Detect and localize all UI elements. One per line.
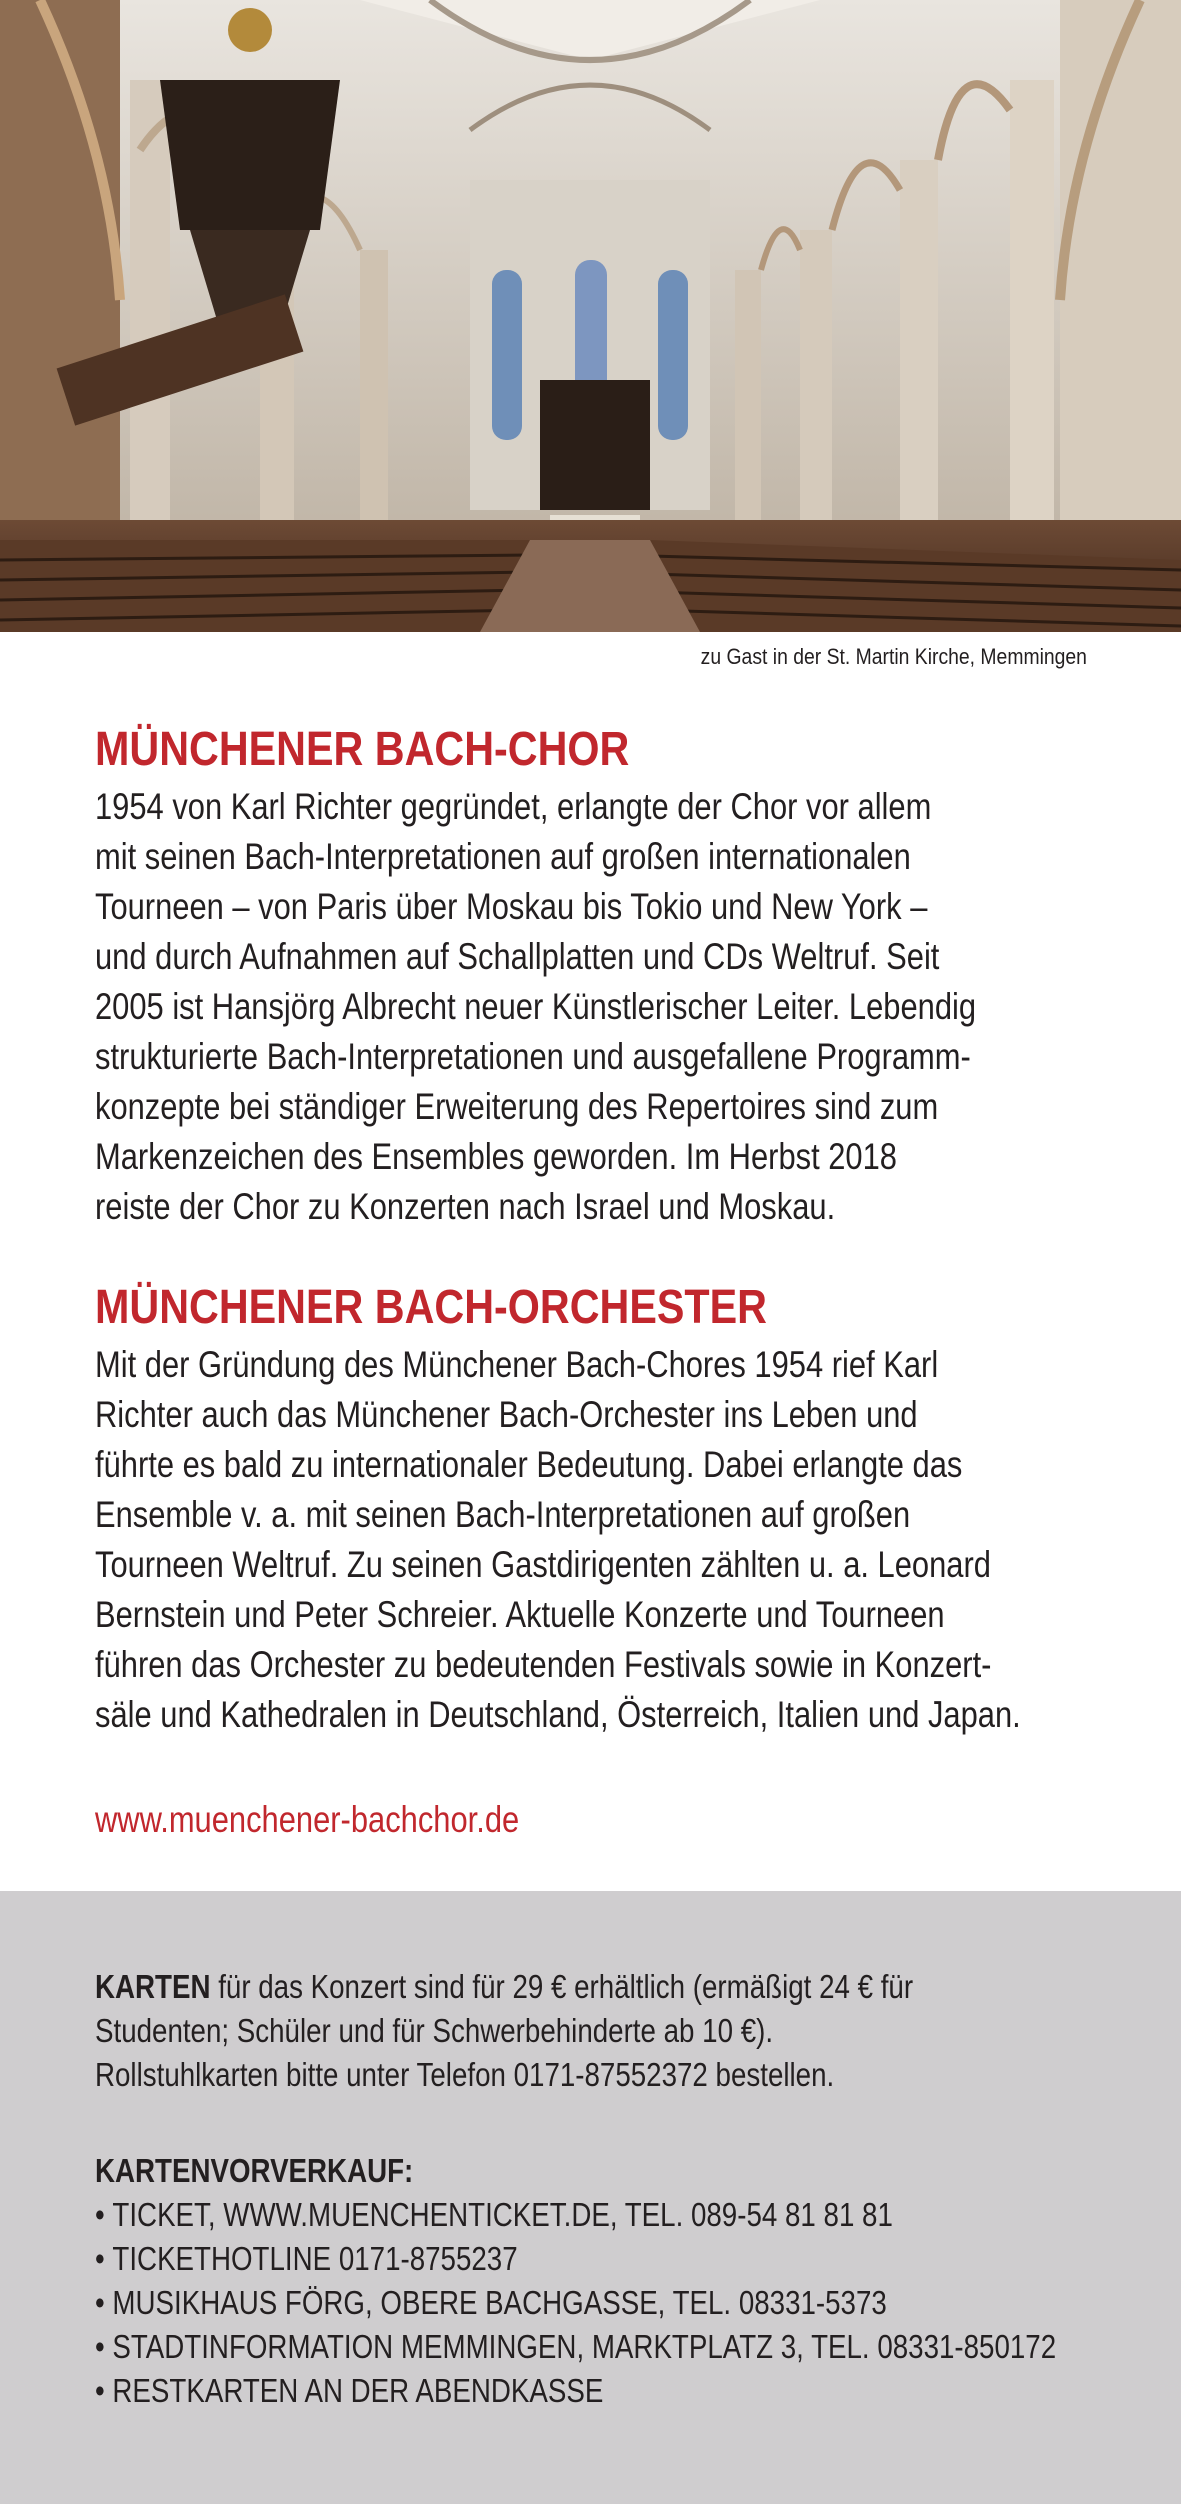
church-interior-icon [0,0,1181,632]
choir-line: reiste der Chor zu Konzerten nach Israel und Moskau. [95,1186,836,1227]
choir-line: Tourneen – von Paris über Moskau bis Tokio und New York – [95,886,928,927]
orchestra-line: säle und Kathedralen in Deutschland, Österreich, Italien und Japan. [95,1694,1021,1735]
orchestra-line: Mit der Gründung des Münchener Bach-Chores 1954 rief Karl [95,1344,939,1385]
orchestra-line: führen das Orchester zu bedeutenden Festivals sowie in Konzert- [95,1644,992,1685]
presale-item: • RESTKARTEN AN DER ABENDKASSE [95,2369,603,2413]
ticket-price-line [95,1965,913,2009]
ticket-info-panel [0,1891,1181,2504]
wheelchair-ticket-line: Rollstuhlkarten bitte unter Telefon 0171-87552372 bestellen. [95,2056,835,2093]
ticket-price-text: für das Konzert sind für 29 € erhältlich (ermäßigt 24 € für [210,1968,914,2005]
choir-line: strukturierte Bach-Interpretationen und ausgefallene Programm- [95,1036,971,1077]
presale-item: • TICKETHOTLINE 0171-8755237 [95,2237,518,2281]
choir-line: und durch Aufnahmen auf Schallplatten und CDs Weltruf. Seit [95,936,940,977]
presale-item: • STADTINFORMATION MEMMINGEN, MARKTPLATZ 3, TEL. 08331-850172 [95,2325,1056,2369]
church-interior-photo [0,0,1181,632]
choir-line: 2005 ist Hansjörg Albrecht neuer Künstlerischer Leiter. Lebendig [95,986,977,1027]
ticket-discount-line: Studenten; Schüler und für Schwerbehinderte ab 10 €). [95,2012,774,2049]
website-link[interactable]: www.muenchener-bachchor.de [95,1799,520,1840]
orchestra-description [95,1340,1095,1740]
choir-line: Markenzeichen des Ensembles geworden. Im Herbst 2018 [95,1136,897,1177]
choir-line: 1954 von Karl Richter gegründet, erlangte der Chor vor allem [95,786,932,827]
orchestra-line: Richter auch das Münchener Bach-Orchester ins Leben und [95,1394,918,1435]
orchestra-line: Bernstein und Peter Schreier. Aktuelle Konzerte und Tourneen [95,1594,945,1635]
orchestra-line: führte es bald zu internationaler Bedeutung. Dabei erlangte das [95,1444,963,1485]
orchestra-heading: MÜNCHENER BACH-ORCHESTER [95,1281,767,1334]
presale-item: • TICKET, WWW.MUENCHENTICKET.DE, TEL. 089-54 81 81 81 [95,2193,893,2237]
orchestra-line: Ensemble v. a. mit seinen Bach-Interpretationen auf großen [95,1494,911,1535]
presale-item: • MUSIKHAUS FÖRG, OBERE BACHGASSE, TEL. 08331-5373 [95,2281,887,2325]
photo-caption: zu Gast in der St. Martin Kirche, Memmingen [700,644,1087,669]
orchestra-section [95,1280,1095,1740]
choir-heading: MÜNCHENER BACH-CHOR [95,723,630,776]
orchestra-line: Tourneen Weltruf. Zu seinen Gastdirigenten zählten u. a. Leonard [95,1544,991,1585]
presale-heading: KARTENVORVERKAUF: [95,2152,414,2189]
choir-line: mit seinen Bach-Interpretationen auf großen internationalen [95,836,911,877]
choir-section [95,722,1095,1232]
choir-line: konzepte bei ständiger Erweiterung des Repertoires sind zum [95,1086,939,1127]
choir-description [95,782,1095,1232]
tickets-label: KARTEN [95,1968,211,2005]
